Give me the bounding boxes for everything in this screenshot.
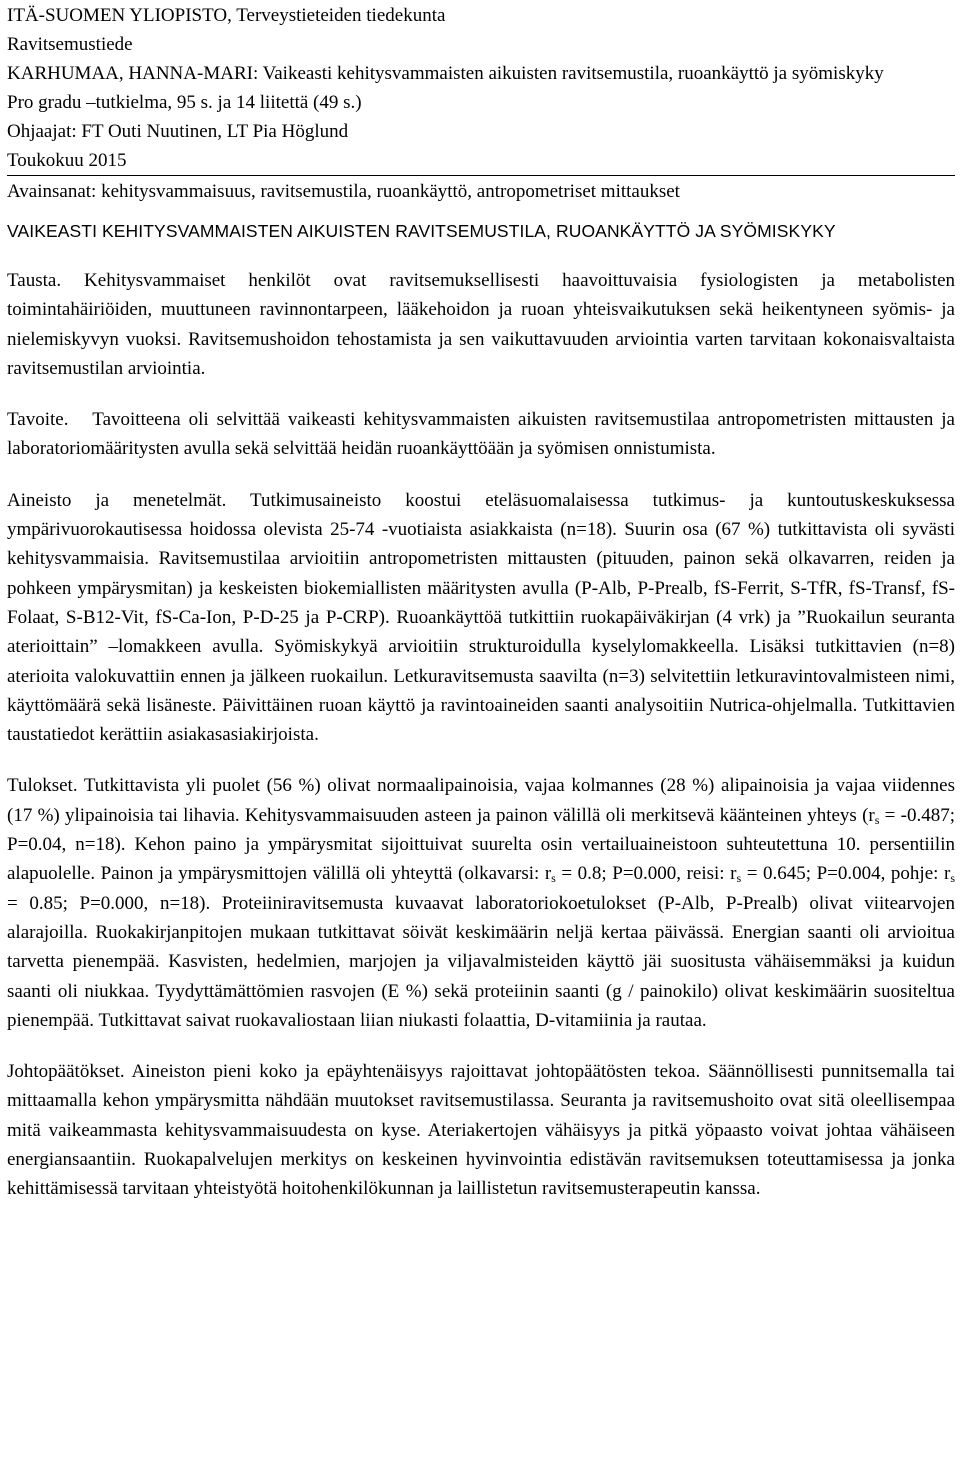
section-text: = 0.8; P=0.000, reisi: r <box>555 863 737 885</box>
section-text: Aineiston pieni koko ja epäyhtenäisyys rajoittavat johtopäätösten tekoa. Säännöllisesti punnitsemalla tai mittaamalla kehon ympärysmitta nähdään muutokset ravitsemustilassa. Seuranta ja ravitsemushoito ovat sitä oleellisempaa mitä vaikeammasta kehitysvammaisuudesta on kyse. Ateriakertojen vähäisyys ja pitkä yöpaasto voivat johtaa vähäiseen energiansaantiin. Ruokapalvelujen merkitys on keskeinen hyvinvointia edistävän ravitsemuksen toteuttamisessa ja jonka kehittämisessä tarvitaan yhteistyötä hoitohenkilökunnan ja laillistetun ravitsemusterapeutin kanssa. <box>7 1061 955 1200</box>
section-text: Tutkimusaineisto koostui eteläsuomalaisessa tutkimus- ja kuntoutuskeskuksessa ympärivuorokautisessa hoidossa olevista 25-74 -vuotiaista asiakkaista (n=18). Suurin osa (67 %) tutkittavista oli syvästi kehitysvammaisia. Ravitsemustilaa arvioitiin antropometristen mittausten (pituuden, painon sekä olkavarren, reiden ja pohkeen ympärysmitan) ja keskeisten biokemiallisten määritysten avulla (P-Alb, P-Prealb, fS-Ferrit, S-TfR, fS-Transf, fS-Folaat, S-B12-Vit, fS-Ca-Ion, P-D-25 ja P-CRP). Ruoankäyttöä tutkittiin ruokapäiväkirjan (4 vrk) ja ”Ruokailun seuranta aterioittain” –lomakkeen avulla. Syömiskykyä arvioitiin strukturoidulla kyselylomakkeella. Lisäksi tutkittavien (n=8) aterioita valokuvattiin ennen ja jälkeen ruokailun. Letkuravitsemusta saavilta (n=3) selvitettiin letkuravintovalmisteen nimi, käyttömäärä sekä lisäneste. Päivittäinen ruoan käyttö ja ravintoaineiden saanti analysoitiin Nutrica-ohjelmalla. Tutkittavien taustatiedot kerättiin asiakasasiakirjoista. <box>7 489 955 746</box>
supervisors-line: Ohjaajat: FT Outi Nuutinen, LT Pia Höglund <box>7 121 349 142</box>
keywords-line: Avainsanat: kehitysvammaisuus, ravitsemustila, ruoankäyttö, antropometriset mittaukset <box>7 175 955 206</box>
subscript: s <box>736 871 742 886</box>
section-heading: Tulokset. <box>7 775 78 797</box>
document-page <box>7 0 955 1204</box>
section-tavoite <box>7 405 955 464</box>
section-text: Tavoitteena oli selvittää vaikeasti kehitysvammaisten aikuisten ravitsemustilaa antropometristen mittausten ja laboratoriomääritysten avulla sekä selvittää heidän ruoankäyttöään ja syömisen onnistumista. <box>7 409 955 460</box>
section-tausta <box>7 266 955 383</box>
subscript: s <box>874 812 880 827</box>
header-block <box>7 1 955 175</box>
section-text: = 0.85; P=0.000, n=18). Proteiiniravitsemusta kuvaavat laboratoriokoetulokset (P-Alb, P-Prealb) olivat viitearvojen alarajoilla. Ruokakirjanpitojen mukaan tutkittavat söivät keskimäärin neljä kertaa päivässä. Energian saanti oli arvioitua tarvetta pienempää. Kasvisten, hedelmien, marjojen ja viljavalmisteiden käyttö jäi suositusta vähäisemmäksi ja kuidun saanti oli niukkaa. Tyydyttämättömien rasvojen (E %) sekä proteiinin saanti (g / painokilo) olivat keskimäärin suositeltua pienempää. Tutkittavat saivat ruokavaliostaan liian niukasti folaattia, D-vitamiinia ja rautaa. <box>7 892 955 1031</box>
section-heading: Tausta. <box>7 270 62 291</box>
author-title-line: KARHUMAA, HANNA-MARI: Vaikeasti kehitysvammaisten aikuisten ravitsemustila, ruoankäyttö ja syömiskyky <box>7 63 884 84</box>
section-tulokset <box>7 771 955 1035</box>
section-aineisto <box>7 486 955 750</box>
section-text: Kehitysvammaiset henkilöt ovat ravitsemuksellisesti haavoittuvaisia fysiologisten ja metabolisten toimintahäiriöiden, muuttuneen ravinnontarpeen, lääkehoidon ja ruoan yhteisvaikutuksen sekä heikentyneen syömis- ja nielemiskyvyn vuoksi. Ravitsemushoidon tehostamista ja sen vaikuttavuuden arviointia varten tarvitaan kokonaisvaltaista ravitsemustilan arviointia. <box>7 270 956 379</box>
section-text: = 0.645; P=0.004, pohje: r <box>741 863 951 885</box>
subject-line: Ravitsemustiede <box>7 34 133 55</box>
thesis-info-line: Pro gradu –tutkielma, 95 s. ja 14 liitettä (49 s.) <box>7 92 362 113</box>
section-text: = -0.487; P=0.04, n=18). Kehon paino ja ympärysmitat sijoittuivat suurelta osin vertailuaineistoon suhteutettuna 10. persentiilin alapuolelle. Painon ja ympärysmittojen välillä oli yhteyttä (olkavarsi: r <box>7 804 956 885</box>
section-text: Tutkittavista yli puolet (56 %) olivat normaalipainoisia, vajaa kolmannes (28 %) alipainoisia ja vajaa viidennes (17 %) ylipainoisia tai lihavia. Kehitysvammaisuuden asteen ja painon välillä oli merkitsevä käänteinen yhteys (r <box>7 775 955 826</box>
section-heading: Aineisto ja menetelmät. <box>7 489 227 511</box>
subscript: s <box>950 871 955 886</box>
subscript: s <box>551 871 556 886</box>
section-heading: Tavoite. <box>7 409 69 431</box>
date-line: Toukokuu 2015 <box>7 150 127 171</box>
document-title: VAIKEASTI KEHITYSVAMMAISTEN AIKUISTEN RAVITSEMUSTILA, RUOANKÄYTTÖ JA SYÖMISKYKY <box>7 221 836 241</box>
institution-line: ITÄ-SUOMEN YLIOPISTO, Terveystieteiden tiedekunta <box>7 5 446 26</box>
section-heading: Johtopäätökset. <box>7 1061 125 1083</box>
section-johtopaatokset <box>7 1057 955 1203</box>
